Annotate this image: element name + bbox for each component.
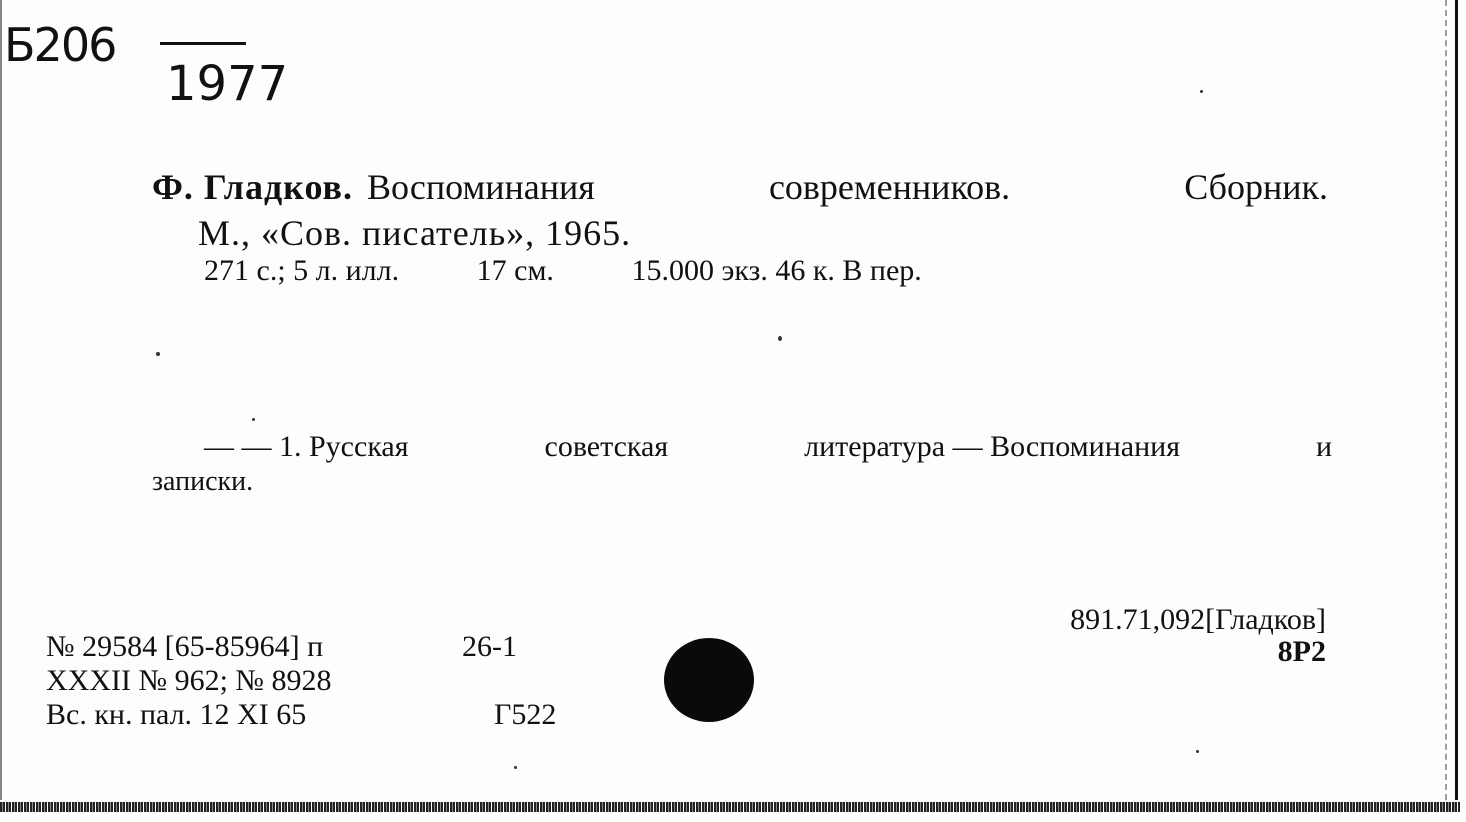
registration-row bbox=[46, 698, 557, 732]
card-code: 26-1 bbox=[462, 630, 517, 663]
registration-row bbox=[46, 630, 517, 664]
registration-block bbox=[46, 630, 557, 732]
author-mark: Г522 bbox=[494, 698, 557, 731]
title-line bbox=[152, 166, 1328, 208]
author-name: Ф. Гладков. bbox=[152, 167, 353, 207]
title-word: Воспоминания bbox=[366, 167, 595, 207]
handwritten-shelf-mark: Б206 bbox=[4, 18, 116, 72]
udc-number: 891.71,092[Гладков] bbox=[1070, 603, 1326, 636]
registration-row bbox=[46, 664, 332, 698]
title-word: Сборник. bbox=[1184, 167, 1328, 207]
title-word: современников. bbox=[768, 167, 1011, 207]
card-bottom-edge bbox=[0, 802, 1460, 812]
registration-number: № 29584 [65-85964] п bbox=[46, 630, 324, 663]
book-chamber-date: Вс. кн. пал. 12 XI 65 bbox=[46, 698, 307, 731]
subject-word: советская bbox=[544, 430, 669, 463]
subject-word: и bbox=[1315, 430, 1332, 463]
handwritten-year: 1977 bbox=[166, 56, 289, 112]
imprint: М., «Сов. писатель», 1965. bbox=[198, 213, 632, 253]
speck bbox=[778, 336, 782, 341]
subject-heading bbox=[204, 430, 1332, 464]
classification-block bbox=[1070, 604, 1326, 668]
subject-word: литература — Воспоминания bbox=[804, 430, 1180, 463]
collation-print-run: 15.000 экз. 46 к. В пер. bbox=[631, 254, 922, 287]
punch-hole bbox=[664, 638, 754, 722]
subject-word: — — 1. Русская bbox=[204, 430, 409, 463]
speck bbox=[1196, 750, 1199, 753]
collation bbox=[204, 254, 922, 288]
handwritten-fraction-line bbox=[160, 42, 246, 45]
speck bbox=[1200, 90, 1203, 93]
bbk-number: 8Р2 bbox=[1277, 635, 1326, 668]
collation-size: 17 см. bbox=[476, 254, 554, 287]
subject-heading-continuation: записки. bbox=[152, 466, 254, 497]
speck bbox=[156, 352, 160, 356]
collation-pages: 271 с.; 5 л. илл. bbox=[204, 254, 400, 287]
card-right-edge bbox=[1455, 0, 1458, 800]
card-left-edge bbox=[0, 0, 2, 800]
card-right-perforation bbox=[1445, 0, 1448, 800]
speck bbox=[252, 418, 255, 421]
series-numbers: XXXII № 962; № 8928 bbox=[46, 664, 332, 697]
speck bbox=[514, 766, 517, 769]
